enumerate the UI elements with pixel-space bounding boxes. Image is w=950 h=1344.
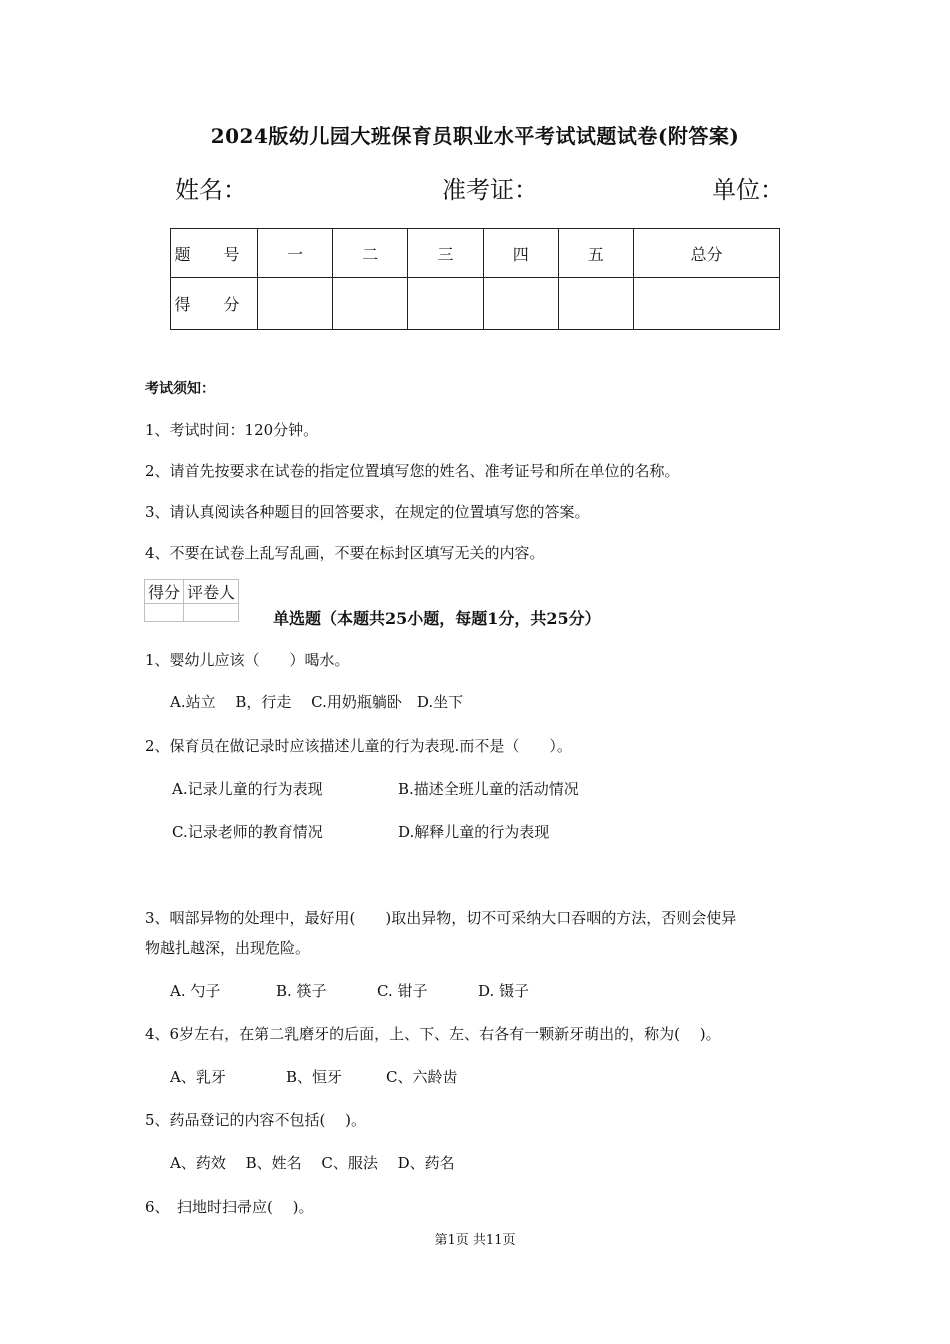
score-table-score-row [171,278,780,330]
score-table-col-3: 三 [408,229,483,278]
question-1-stem: 1、婴幼儿应该（ ）喝水。 [145,651,350,669]
question-4-option-a: A、乳牙 [170,1068,226,1086]
grader-box-grader-cell[interactable] [184,604,239,622]
question-3-stem-line2: 物越扎越深，出现危险。 [145,939,311,957]
score-table-col-5: 五 [558,229,633,278]
question-2-option-c: C.记录老师的教育情况 [172,823,323,841]
question-2-option-b: B.描述全班儿童的活动情况 [398,780,579,798]
question-3-option-b: B. 筷子 [276,982,327,1000]
score-cell[interactable] [408,278,483,330]
notice-item: 2、请首先按要求在试卷的指定位置填写您的姓名、准考证号和所在单位的名称。 [145,462,680,480]
score-table-col-total: 总分 [634,229,780,278]
question-5-options: A、药效 B、姓名 C、服法 D、药名 [170,1154,455,1172]
question-1-options: A.站立 B，行走 C.用奶瓶躺卧 D.坐下 [170,693,464,711]
grader-box-score-label: 得分 [145,580,184,604]
question-3-stem-line1: 3、咽部异物的处理中，最好用( )取出异物，切不可采纳大口吞咽的方法，否则会使异 [145,909,737,927]
grader-box-grader-label: 评卷人 [184,580,239,604]
score-table-col-1: 一 [258,229,333,278]
score-cell[interactable] [258,278,333,330]
notice-heading: 考试须知： [145,381,215,397]
grader-box [144,579,239,622]
page-footer: 第1页 共11页 [434,1233,516,1248]
score-table-row-label: 得 分 [171,278,258,330]
notice-item: 1、考试时间：120分钟。 [145,421,319,439]
notice-item: 4、不要在试卷上乱写乱画，不要在标封区填写无关的内容。 [145,544,545,562]
score-table-col-2: 二 [333,229,408,278]
score-cell[interactable] [333,278,408,330]
grader-box-score-cell[interactable] [145,604,184,622]
unit-field-label: 单位： [712,176,784,204]
question-4-option-c: C、六龄齿 [386,1068,458,1086]
question-2-stem: 2、保育员在做记录时应该描述儿童的行为表现.而不是（ ）。 [145,737,572,755]
section-title: 单选题（本题共25小题，每题1分，共25分） [273,609,601,628]
question-3-option-d: D. 镊子 [478,982,530,1000]
score-cell[interactable] [483,278,558,330]
name-field-label: 姓名： [175,176,247,204]
score-table [170,228,780,330]
question-4-option-b: B、恒牙 [286,1068,343,1086]
question-6-stem: 6、 扫地时扫帚应( )。 [145,1198,314,1216]
question-4-stem: 4、6岁左右，在第二乳磨牙的后面，上、下、左、右各有一颗新牙萌出的，称为( )。 [145,1025,721,1043]
question-3-option-c: C. 钳子 [377,982,428,1000]
score-cell[interactable] [558,278,633,330]
score-table-col-4: 四 [483,229,558,278]
score-cell-total[interactable] [634,278,780,330]
question-5-stem: 5、药品登记的内容不包括( )。 [145,1111,367,1129]
question-2-option-d: D.解释儿童的行为表现 [398,823,550,841]
question-3-option-a: A. 勺子 [170,982,221,1000]
question-2-option-a: A.记录儿童的行为表现 [172,780,323,798]
score-table-header-row [171,229,780,278]
score-table-row-label: 题 号 [171,229,258,278]
page-title: 2024版幼儿园大班保育员职业水平考试试题试卷(附答案) [210,124,740,148]
notice-item: 3、请认真阅读各种题目的回答要求，在规定的位置填写您的答案。 [145,503,590,521]
exam-id-field-label: 准考证： [442,176,538,204]
